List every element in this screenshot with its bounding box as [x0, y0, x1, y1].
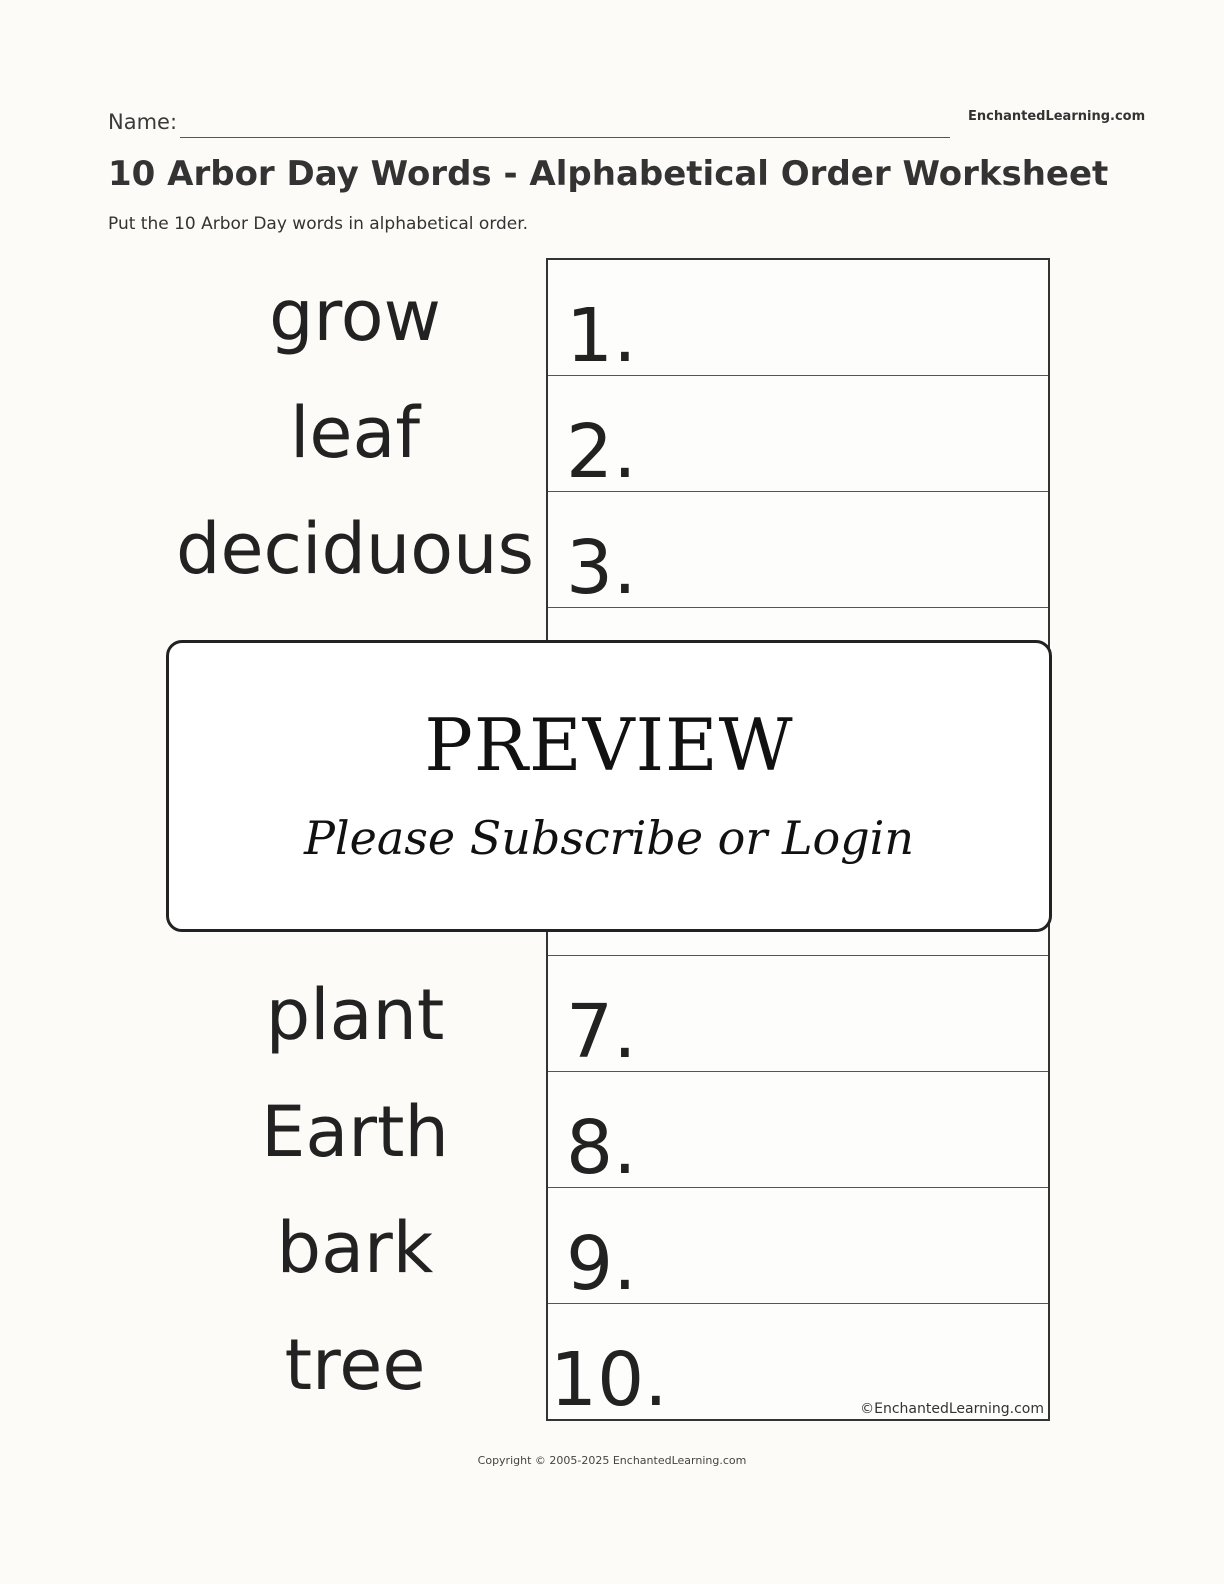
word-item: grow	[269, 275, 441, 358]
name-label: Name:	[108, 110, 178, 134]
copyright: Copyright © 2005-2025 EnchantedLearning.com	[477, 1454, 747, 1467]
answer-row[interactable]	[548, 1303, 1048, 1423]
answer-number: 1.	[566, 293, 637, 379]
word-item: bark	[276, 1207, 434, 1290]
answer-row[interactable]	[548, 491, 1048, 611]
word-item: deciduous	[176, 508, 534, 591]
answer-row[interactable]	[548, 1187, 1048, 1307]
answer-number: 2.	[566, 409, 637, 495]
answer-number: 9.	[566, 1221, 637, 1307]
site-brand[interactable]: EnchantedLearning.com	[968, 109, 1146, 124]
answer-row[interactable]	[548, 1071, 1048, 1191]
preview-heading: PREVIEW	[424, 703, 794, 787]
preview-subscribe-login[interactable]: Please Subscribe or Login	[303, 811, 915, 865]
page-title: 10 Arbor Day Words - Alphabetical Order Worksheet	[108, 154, 1109, 194]
answer-row[interactable]	[548, 955, 1048, 1075]
word-item: leaf	[289, 391, 421, 474]
answer-row[interactable]	[548, 375, 1048, 495]
instructions: Put the 10 Arbor Day words in alphabetical order.	[108, 214, 529, 234]
grid-credit: ©EnchantedLearning.com	[860, 1401, 1044, 1417]
answer-number: 3.	[566, 525, 637, 611]
word-item: plant	[265, 974, 445, 1057]
answer-number: 7.	[566, 989, 637, 1075]
word-item: tree	[284, 1323, 426, 1406]
answer-number: 8.	[566, 1105, 637, 1191]
word-item: Earth	[261, 1090, 449, 1173]
answer-row[interactable]	[548, 260, 1048, 379]
name-line[interactable]	[180, 137, 950, 138]
answer-number: 10.	[550, 1337, 668, 1423]
preview-overlay[interactable]	[166, 640, 1052, 932]
